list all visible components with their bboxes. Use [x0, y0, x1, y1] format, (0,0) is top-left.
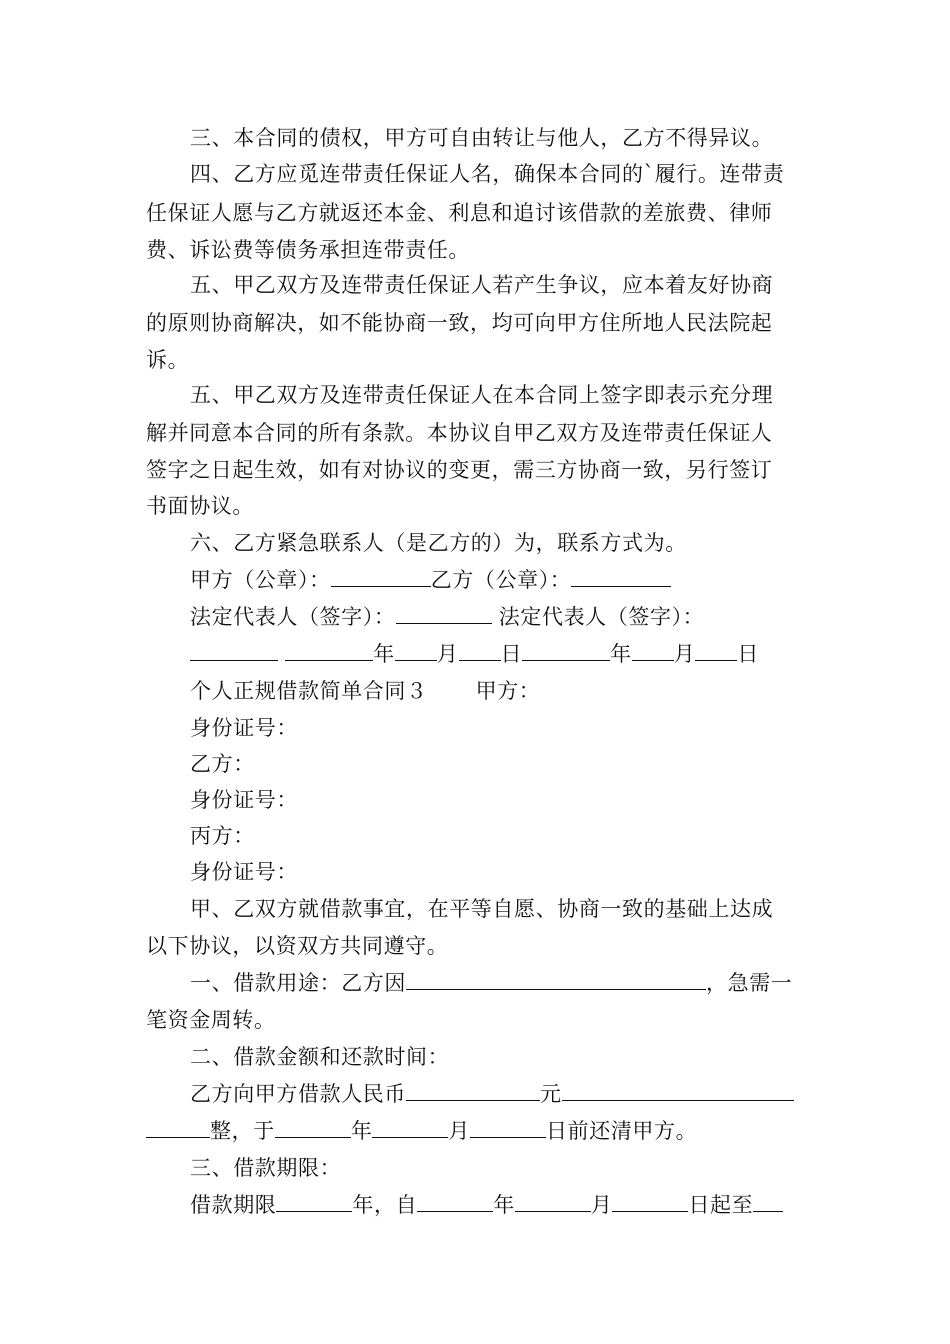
amount-words-blank-cont [146, 1119, 210, 1138]
amount-line-2 [146, 1117, 950, 1145]
contract-3-title: 个人正规借款简单合同３ [190, 679, 428, 703]
intro-line-2: 以下协议，以资双方共同遵守。 [146, 934, 449, 958]
term-start-day-blank [612, 1193, 688, 1212]
amount-prefix: 乙方向甲方借款人民币 [190, 1082, 406, 1106]
rep-b-label: 法定代表人（签字）： [498, 605, 705, 629]
purpose-suffix: ，急需一 [706, 971, 793, 995]
date-day-2: 日 [737, 642, 759, 666]
repay-day-blank [470, 1119, 546, 1138]
clause-5a-line-3: 诉。 [146, 348, 190, 372]
party-b-id: 身份证号： [190, 788, 298, 812]
term-heading: 三、借款期限： [190, 1156, 342, 1180]
party-a-seal-blank [331, 568, 431, 587]
contract-3-heading-line [190, 677, 950, 705]
party-b-seal-blank [571, 568, 671, 587]
term-end-blank [753, 1193, 783, 1212]
amount-zheng: 整，于 [210, 1119, 275, 1143]
clause-4-line-3: 费、诉讼费等债务承担连带责任。 [146, 238, 470, 262]
purpose-line-1 [190, 969, 950, 997]
date-blank-6 [632, 642, 674, 661]
intro-line-1: 甲、乙双方就借款事宜，在平等自愿、协商一致的基础上达成 [190, 897, 774, 921]
term-line-1 [190, 1191, 950, 1219]
term-years-blank [276, 1193, 352, 1212]
term-start-year: 年 [493, 1193, 515, 1217]
clause-3-line-1: 三、本合同的债权，甲方可自由转让与他人，乙方不得异议。 [190, 126, 774, 150]
purpose-line-2: 笔资金周转。 [146, 1008, 276, 1032]
date-year-2: 年 [610, 642, 632, 666]
clause-5b-line-2: 解并同意本合同的所有条款。本协议自甲乙双方及连带责任保证人 [146, 421, 773, 445]
date-year-1: 年 [373, 642, 395, 666]
contract-3-party-a: 甲方： [475, 679, 541, 703]
clause-5a-line-1: 五、甲乙双方及连带责任保证人若产生争议，应本着友好协商 [190, 273, 774, 297]
amount-number-blank [406, 1082, 540, 1101]
signature-seal-line [190, 566, 950, 594]
amount-line-1 [190, 1080, 950, 1108]
rep-a-blank [396, 605, 492, 624]
clause-5a-line-2: 的原则协商解决，如不能协商一致，均可向甲方住所地人民法院起 [146, 311, 773, 335]
date-month-1: 月 [436, 642, 459, 666]
term-start-year-blank [417, 1193, 493, 1212]
party-a-id: 身份证号： [190, 716, 298, 740]
party-c: 丙方： [190, 824, 255, 848]
clause-4-line-2: 任保证人愿与乙方就返还本金、利息和追讨该借款的差旅费、律师 [146, 201, 773, 225]
term-prefix: 借款期限 [190, 1193, 277, 1217]
party-c-id: 身份证号： [190, 860, 298, 884]
repay-year: 年 [350, 1119, 373, 1143]
repay-before: 日前还清甲方。 [546, 1119, 698, 1143]
purpose-blank [406, 971, 706, 990]
date-day-1: 日 [500, 642, 523, 666]
party-b-seal-label: 乙方（公章）： [430, 568, 572, 592]
rep-a-label: 法定代表人（签字）： [190, 605, 396, 629]
amount-heading: 二、借款金额和还款时间： [190, 1045, 450, 1069]
term-until: 日起至 [688, 1193, 754, 1217]
date-blank-2 [285, 642, 373, 661]
term-start-month: 月 [590, 1193, 613, 1217]
date-blank-7 [695, 642, 737, 661]
repay-year-blank [275, 1119, 351, 1138]
party-b: 乙方： [190, 752, 255, 776]
date-blank-3 [395, 642, 437, 661]
term-year-from: 年，自 [352, 1193, 418, 1217]
party-a-seal-label: 甲方（公章）： [190, 568, 331, 592]
amount-words-blank [562, 1082, 794, 1101]
date-blank-4 [459, 642, 501, 661]
clause-5b-line-4: 书面协议。 [146, 494, 254, 518]
clause-4-line-1: 四、乙方应觅连带责任保证人名，确保本合同的`履行。连带责 [190, 162, 785, 186]
date-blank-5 [522, 642, 610, 661]
amount-yuan: 元 [540, 1082, 562, 1106]
signature-date-line [190, 640, 950, 668]
clause-6-line-1: 六、乙方紧急联系人（是乙方的）为，联系方式为。 [190, 531, 687, 555]
signature-rep-line [190, 603, 950, 631]
date-month-2: 月 [673, 642, 696, 666]
clause-5b-line-1: 五、甲乙双方及连带责任保证人在本合同上签字即表示充分理 [190, 383, 774, 407]
date-blank-1 [190, 642, 278, 661]
repay-month-blank [372, 1119, 448, 1138]
repay-month: 月 [448, 1119, 471, 1143]
clause-5b-line-3: 签字之日起生效，如有对协议的变更，需三方协商一致，另行签订 [146, 458, 773, 482]
purpose-prefix: 一、借款用途：乙方因 [190, 971, 406, 995]
term-start-month-blank [515, 1193, 591, 1212]
